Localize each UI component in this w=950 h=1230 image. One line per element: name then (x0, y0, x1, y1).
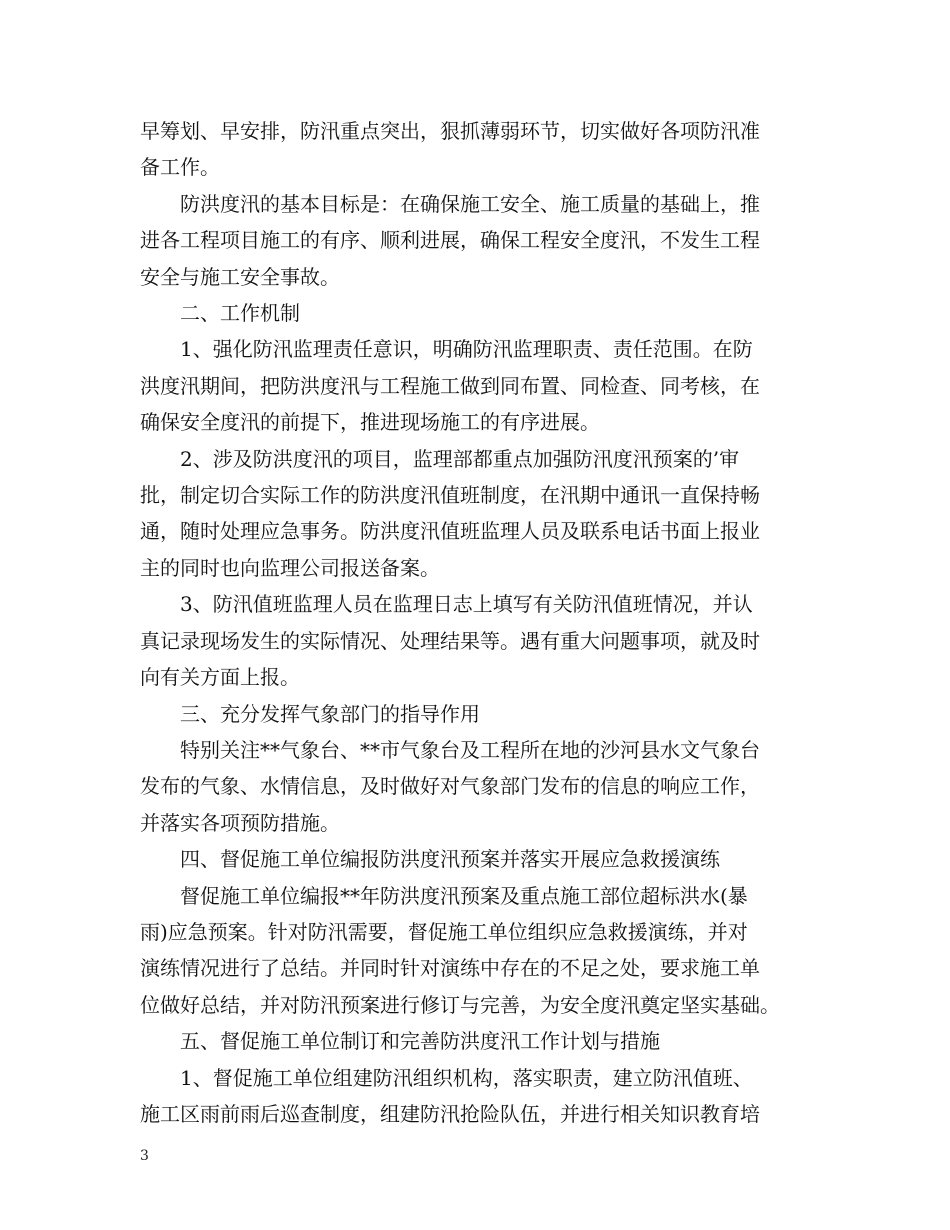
text-line: 安全与施工安全事故。 (140, 264, 340, 289)
document-body (140, 113, 820, 1132)
paragraph (140, 841, 820, 877)
paragraph (140, 732, 820, 841)
paragraph (140, 113, 820, 186)
text-line: 3、防汛值班监理人员在监理日志上填写有关防汛值班情况，并认 (140, 592, 753, 617)
text-line: 真记录现场发生的实际情况、处理结果等。遇有重大问题事项，就及时 (140, 628, 760, 653)
text-line: 向有关方面上报。 (140, 665, 300, 690)
paragraph (140, 586, 820, 695)
paragraph (140, 186, 820, 295)
paragraph (140, 441, 820, 587)
paragraph (140, 331, 820, 440)
text-line: 位做好总结，并对防汛预案进行修订与完善，为安全度汛奠定坚实基础。 (140, 992, 780, 1017)
text-line: 发布的气象、水情信息，及时做好对气象部门发布的信息的响应工作， (140, 774, 760, 799)
paragraph (140, 878, 820, 1024)
text-line: 演练情况进行了总结。并同时针对演练中存在的不足之处，要求施工单 (140, 956, 760, 981)
text-line: 雨)应急预案。针对防汛需要，督促施工单位组织应急救援演练，并对 (140, 919, 748, 944)
text-line: 1、督促施工单位组建防汛组织机构，落实职责，建立防汛值班、 (140, 1065, 753, 1090)
text-line: 五、督促施工单位制订和完善防洪度汛工作计划与措施 (140, 1029, 660, 1054)
paragraph (140, 1023, 820, 1059)
text-line: 特别关注**气象台、**市气象台及工程所在地的沙河县水文气象台 (140, 737, 760, 762)
text-line: 主的同时也向监理公司报送备案。 (140, 555, 440, 580)
text-line: 防洪度汛的基本目标是：在确保施工安全、施工质量的基础上，推 (140, 191, 760, 216)
text-line: 确保安全度汛的前提下，推进现场施工的有序进展。 (140, 410, 600, 435)
text-line: 早筹划、早安排，防汛重点突出，狠抓薄弱环节，切实做好各项防汛准 (140, 119, 760, 143)
text-line: 备工作。 (140, 155, 220, 180)
paragraph (140, 295, 820, 331)
text-line: 督促施工单位编报**年防洪度汛预案及重点施工部位超标洪水(暴 (140, 883, 748, 908)
text-line: 并落实各项预防措施。 (140, 810, 340, 835)
text-line: 三、充分发挥气象部门的指导作用 (140, 701, 480, 726)
text-line: 四、督促施工单位编报防洪度汛预案并落实开展应急救援演练 (140, 847, 720, 872)
text-line: 2、涉及防洪度汛的项目，监理部都重点加强防汛度汛预案的’审 (140, 446, 740, 471)
text-line: 施工区雨前雨后巡查制度，组建防汛抢险队伍，并进行相关知识教育培 (140, 1101, 760, 1126)
text-line: 通，随时处理应急事务。防洪度汛值班监理人员及联系电话书面上报业 (140, 519, 760, 544)
text-line: 洪度汛期间，把防洪度汛与工程施工做到同布置、同检查、同考核，在 (140, 373, 760, 398)
text-line: 进各工程项目施工的有序、顺利进展，确保工程安全度汛，不发生工程 (140, 228, 760, 253)
page-number: 3 (140, 1148, 149, 1164)
paragraph (140, 1060, 820, 1133)
text-line: 二、工作机制 (140, 301, 300, 326)
paragraph (140, 696, 820, 732)
text-line: 1、强化防汛监理责任意识，明确防汛监理职责、责任范围。在防 (140, 337, 753, 362)
text-line: 批，制定切合实际工作的防洪度汛值班制度，在汛期中通讯一直保持畅 (140, 483, 760, 508)
